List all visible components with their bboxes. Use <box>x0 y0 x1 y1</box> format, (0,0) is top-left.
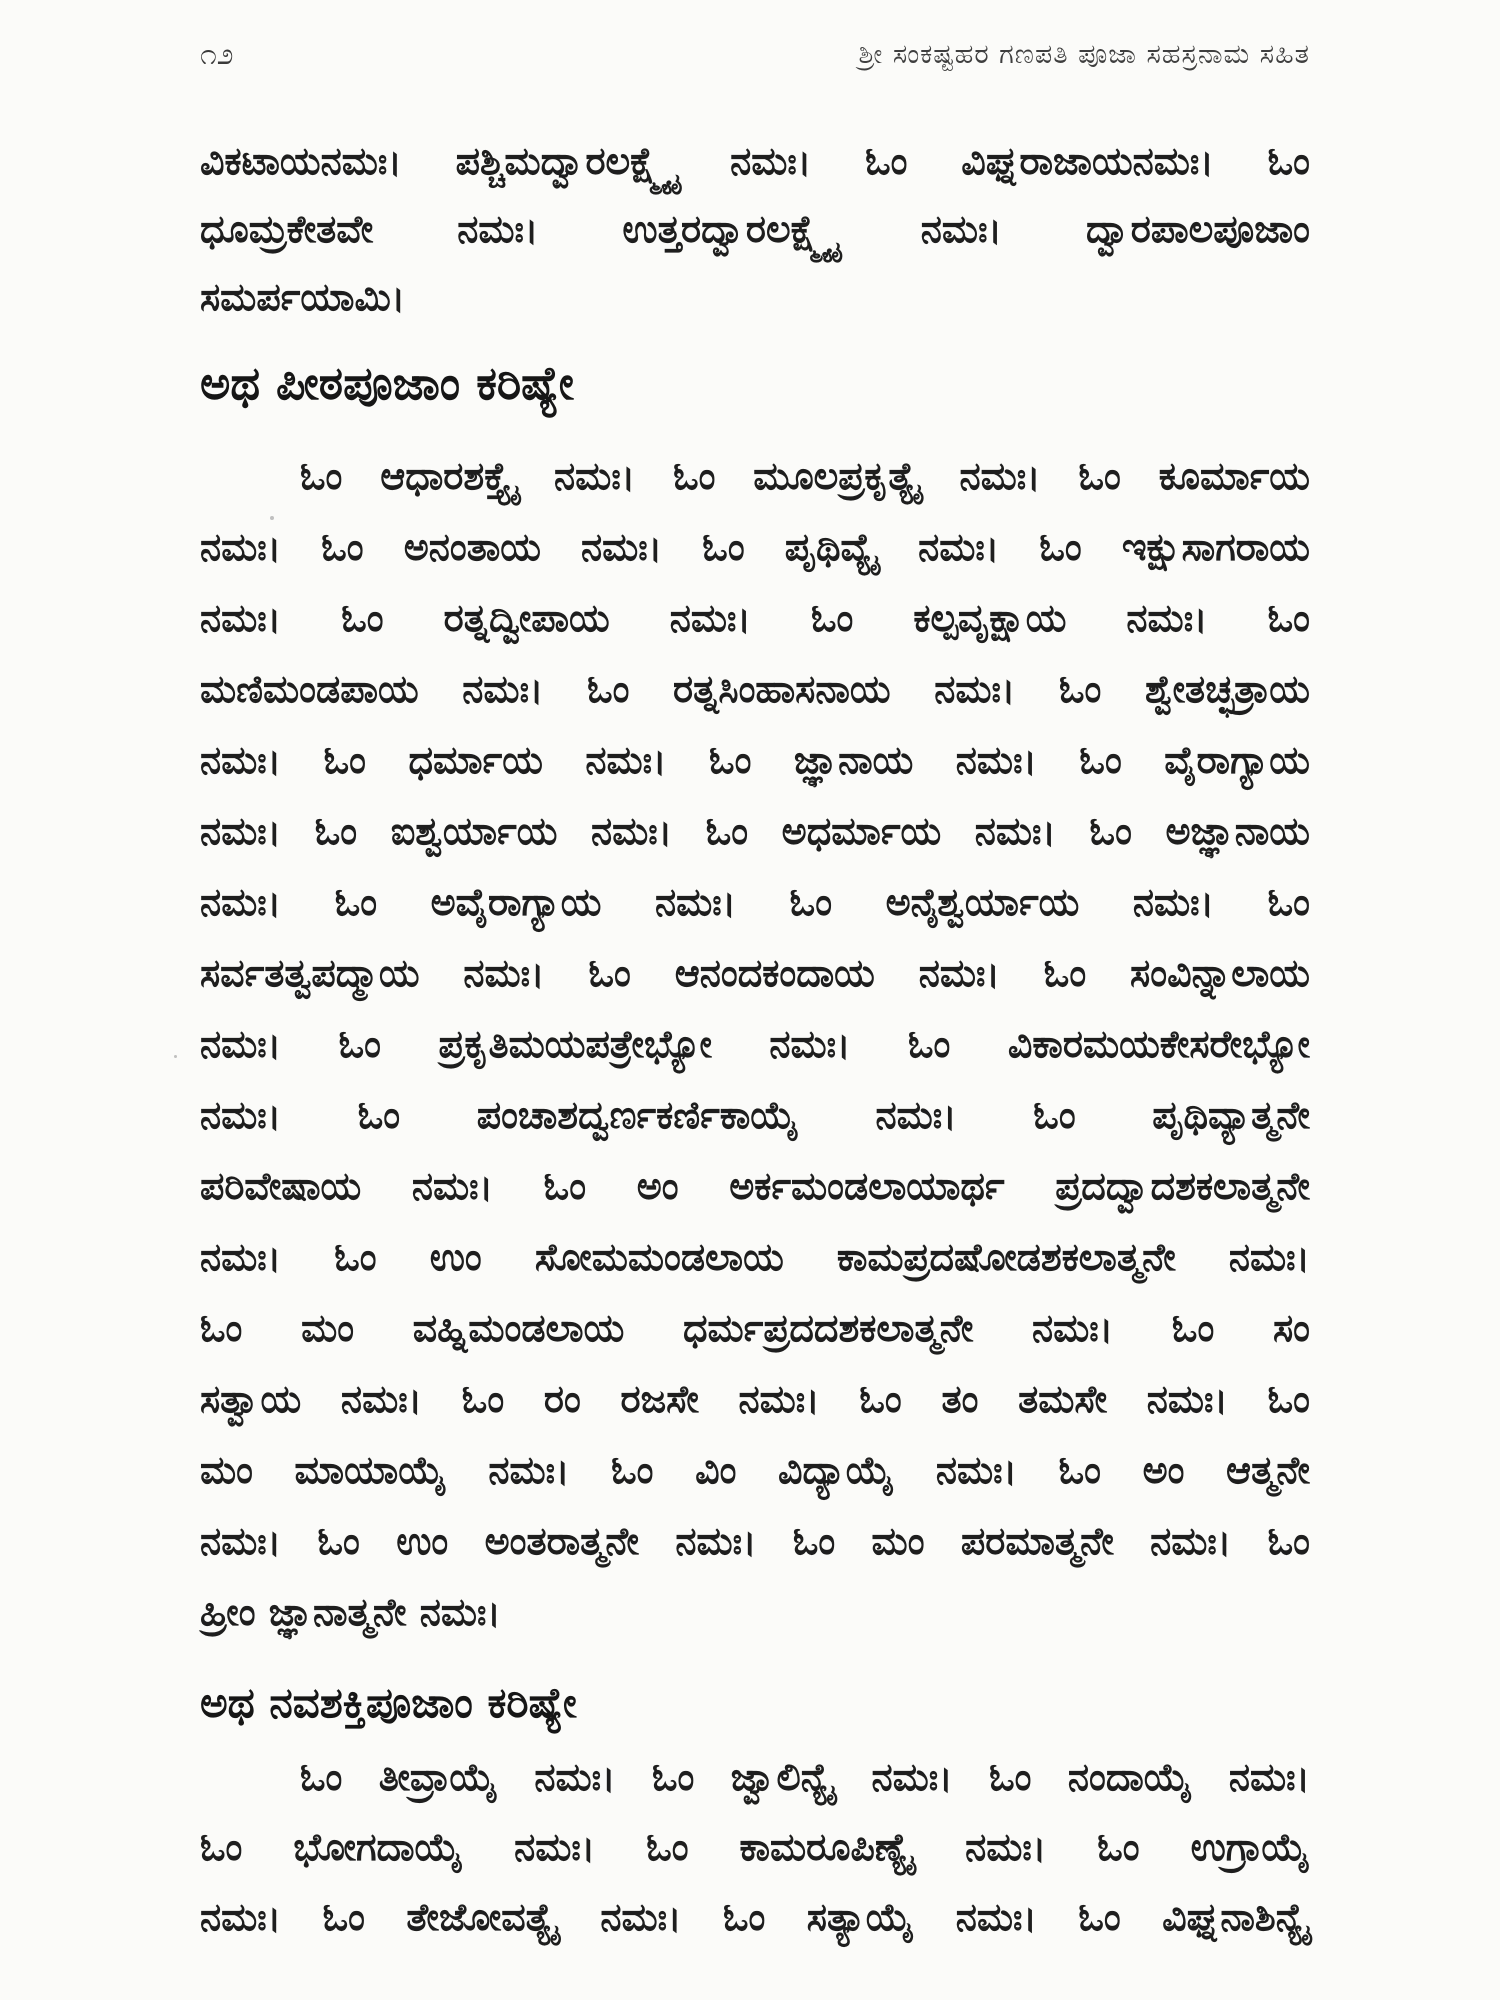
text-line: ಧೂಮ್ರಕೇತವೇ ನಮಃ। ಉತ್ತರದ್ವಾರಲಕ್ಷ್ಮ್ಯೈ ನಮಃ। ದ್ವಾರಪಾಲಪೂಜಾಂ <box>200 207 1310 251</box>
text-line: ಓಂ ತೀವ್ರಾಯೈ ನಮಃ। ಓಂ ಜ್ವಾಲಿನ್ಯೈ ನಮಃ। ಓಂ ನಂದಾಯೈ ನಮಃ। <box>300 1755 1310 1799</box>
text-line: ನಮಃ। ಓಂ ಉಂ ಸೋಮಮಂಡಲಾಯ ಕಾಮಪ್ರದಷೋಡಶಕಲಾತ್ಮನೇ ನಮಃ। <box>200 1235 1310 1279</box>
text-line: ವಿಕಟಾಯನಮಃ। ಪಶ್ಚಿಮದ್ವಾರಲಕ್ಷ್ಮ್ಯೈ ನಮಃ। ಓಂ ವಿಘ್ನರಾಜಾಯನಮಃ। ಓಂ <box>200 139 1310 183</box>
text-line: ಹ್ರೀಂ ಜ್ಞಾನಾತ್ಮನೇ ನಮಃ। <box>200 1590 501 1634</box>
text-line: ಮಣಿಮಂಡಪಾಯ ನಮಃ। ಓಂ ರತ್ನಸಿಂಹಾಸನಾಯ ನಮಃ। ಓಂ ಶ್ವೇತಚ್ಛತ್ರಾಯ <box>200 667 1310 711</box>
text-line: ಓಂ ಆಧಾರಶಕ್ತ್ಯೈ ನಮಃ। ಓಂ ಮೂಲಪ್ರಕೃತ್ಯೈ ನಮಃ। ಓಂ ಕೂರ್ಮಾಯ <box>300 454 1310 498</box>
text-line: ನಮಃ। ಓಂ ಐಶ್ವರ್ಯಾಯ ನಮಃ। ಓಂ ಅಧರ್ಮಾಯ ನಮಃ। ಓಂ ಅಜ್ಞಾನಾಯ <box>200 809 1310 853</box>
text-line: ನಮಃ। ಓಂ ಪ್ರಕೃತಿಮಯಪತ್ರೇಭ್ಯೋ ನಮಃ। ಓಂ ವಿಕಾರಮಯಕೇಸರೇಭ್ಯೋ <box>200 1022 1310 1066</box>
scan-speck <box>270 516 274 520</box>
page-header <box>200 30 1310 80</box>
section-heading-navashakti-puja: ಅಥ ನವಶಕ್ತಿಪೂಜಾಂ ಕರಿಷ್ಯೇ <box>200 1678 577 1727</box>
text-line: ನಮಃ। ಓಂ ಪಂಚಾಶದ್ವರ್ಣಕರ್ಣಿಕಾಯೈ ನಮಃ। ಓಂ ಪೃಥಿವ್ಯಾತ್ಮನೇ <box>200 1093 1310 1137</box>
paragraph-navashakti-puja <box>200 1742 1310 1952</box>
text-line: ಓಂ ಮಂ ವಹ್ನಿಮಂಡಲಾಯ ಧರ್ಮಪ್ರದದಶಕಲಾತ್ಮನೇ ನಮಃ। ಓಂ ಸಂ <box>200 1306 1310 1350</box>
text-line: ಸಮರ್ಪಯಾಮಿ। <box>200 275 406 319</box>
paragraph-dvarapala-end <box>200 127 1310 331</box>
text-line: ನಮಃ। ಓಂ ರತ್ನದ್ವೀಪಾಯ ನಮಃ। ಓಂ ಕಲ್ಪವೃಕ್ಷಾಯ ನಮಃ। ಓಂ <box>200 596 1310 640</box>
text-line: ನಮಃ। ಓಂ ಅನಂತಾಯ ನಮಃ। ಓಂ ಪೃಥಿವ್ಯೈ ನಮಃ। ಓಂ ಇಕ್ಷುಸಾಗರಾಯ <box>200 525 1310 569</box>
page-number: ೧೨ <box>200 37 234 72</box>
text-line: ಓಂ ಭೋಗದಾಯೈ ನಮಃ। ಓಂ ಕಾಮರೂಪಿಣ್ಯೈ ನಮಃ। ಓಂ ಉಗ್ರಾಯೈ <box>200 1825 1310 1869</box>
text-line: ಸರ್ವತತ್ವಪದ್ಮಾಯ ನಮಃ। ಓಂ ಆನಂದಕಂದಾಯ ನಮಃ। ಓಂ ಸಂವಿನ್ನಾಲಾಯ <box>200 951 1310 995</box>
paragraph-pitha-puja <box>200 441 1310 1648</box>
text-line: ಪರಿವೇಷಾಯ ನಮಃ। ಓಂ ಅಂ ಅರ್ಕಮಂಡಲಾಯಾರ್ಥ ಪ್ರದದ್ವಾದಶಕಲಾತ್ಮನೇ <box>200 1164 1310 1208</box>
text-line: ಸತ್ವಾಯ ನಮಃ। ಓಂ ರಂ ರಜಸೇ ನಮಃ। ಓಂ ತಂ ತಮಸೇ ನಮಃ। ಓಂ <box>200 1377 1310 1421</box>
text-line: ನಮಃ। ಓಂ ಅವೈರಾಗ್ಯಾಯ ನಮಃ। ಓಂ ಅನೈಶ್ವರ್ಯಾಯ ನಮಃ। ಓಂ <box>200 880 1310 924</box>
text-line: ನಮಃ। ಓಂ ತೇಜೋವತ್ಯೈ ನಮಃ। ಓಂ ಸತ್ಯಾಯೈ ನಮಃ। ಓಂ ವಿಘ್ನನಾಶಿನ್ಯೈ <box>200 1895 1310 1939</box>
section-heading-pitha-puja: ಅಥ ಪೀಠಪೂಜಾಂ ಕರಿಷ್ಯೇ <box>200 356 574 410</box>
scan-speck <box>174 1055 177 1058</box>
text-line: ಮಂ ಮಾಯಾಯೈ ನಮಃ। ಓಂ ವಿಂ ವಿದ್ಯಾಯೈ ನಮಃ। ಓಂ ಅಂ ಆತ್ಮನೇ <box>200 1448 1310 1492</box>
text-line: ನಮಃ। ಓಂ ಉಂ ಅಂತರಾತ್ಮನೇ ನಮಃ। ಓಂ ಮಂ ಪರಮಾತ್ಮನೇ ನಮಃ। ಓಂ <box>200 1519 1310 1563</box>
text-line: ನಮಃ। ಓಂ ಧರ್ಮಾಯ ನಮಃ। ಓಂ ಜ್ಞಾನಾಯ ನಮಃ। ಓಂ ವೈರಾಗ್ಯಾಯ <box>200 738 1310 782</box>
running-title: ಶ್ರೀ ಸಂಕಷ್ಟಹರ ಗಣಪತಿ ಪೂಜಾ ಸಹಸ್ರನಾಮ ಸಹಿತ <box>858 39 1310 70</box>
